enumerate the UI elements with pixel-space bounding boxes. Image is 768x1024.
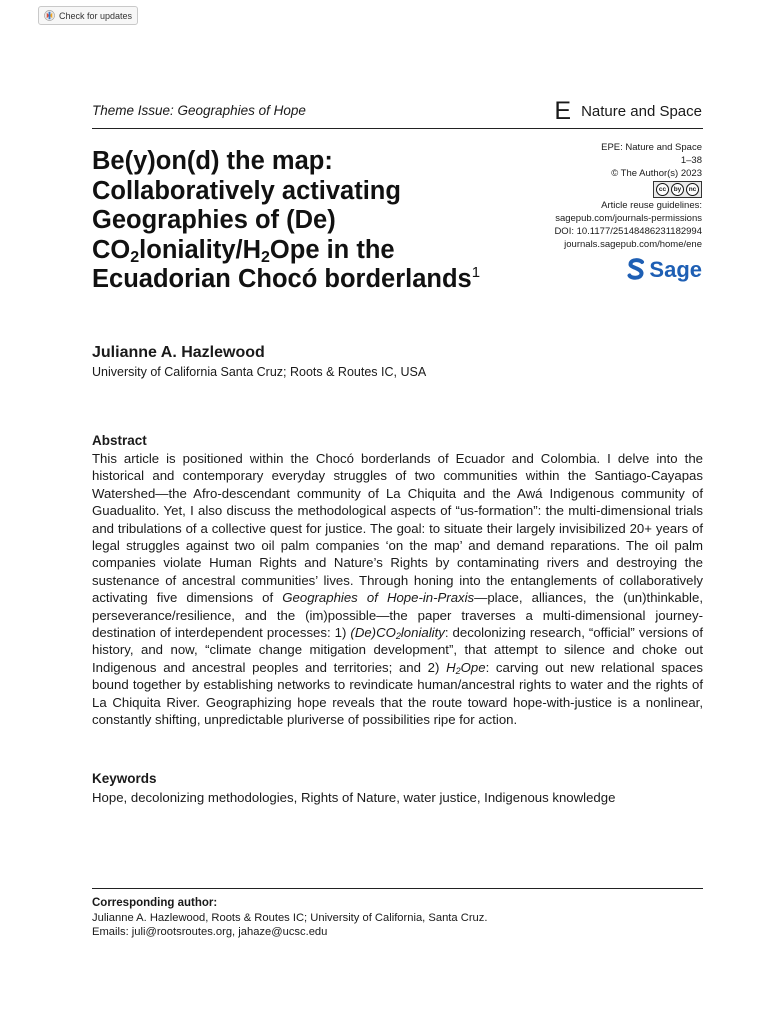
meta-reuse-link[interactable]: sagepub.com/journals-permissions xyxy=(555,213,702,224)
title-line: Be(y)on(d) the map: xyxy=(92,147,333,175)
nc-icon: nc xyxy=(686,183,699,196)
meta-copyright: © The Author(s) 2023 xyxy=(611,168,702,179)
article-title xyxy=(92,147,532,295)
author-affiliation: University of California Santa Cruz; Roots & Routes IC, USA xyxy=(92,365,427,379)
keywords-list: Hope, decolonizing methodologies, Rights of Nature, water justice, Indigenous knowledge xyxy=(92,790,616,805)
corresponding-author-heading: Corresponding author: xyxy=(92,897,218,909)
title-line: Collaboratively activating xyxy=(92,176,401,205)
meta-journal: EPE: Nature and Space xyxy=(601,142,702,153)
cc-icon: cc xyxy=(656,183,669,196)
meta-pages: 1–38 xyxy=(680,155,702,166)
meta-reuse: Article reuse guidelines: xyxy=(601,200,702,211)
footer-divider xyxy=(92,888,703,889)
sage-s-icon xyxy=(627,257,645,281)
abstract-heading: Abstract xyxy=(92,433,147,448)
publisher-name: Sage xyxy=(649,256,702,282)
publisher-logo[interactable] xyxy=(627,257,702,281)
article-meta xyxy=(472,141,702,285)
title-footnote-marker[interactable]: 1 xyxy=(471,264,481,281)
title-line: $CO_2loniality/H_2Ope$ in the xyxy=(92,235,395,266)
title-line: Ecuadorian Chocó borderlands$^1$ xyxy=(92,264,481,293)
header-divider xyxy=(92,128,703,129)
keywords-heading: Keywords xyxy=(92,771,157,786)
journal-letter: E xyxy=(554,97,572,125)
check-for-updates-label: Check for updates xyxy=(59,10,133,21)
journal-name: Nature and Space xyxy=(581,103,702,120)
abstract-text: This article is positioned within the Chocó borderlands of Ecuador and Colombia. I delve into the historical and contemporary everyday struggles of two communities within the Santiago-Cayapas Watershed—the Afro-descendant community of La Chiquita and the Awá Indigenous community of Guadualito. Yet, I also discuss the methodological aspects of “us-formation”: the multi-dimensional trials and tribulations of a collective quest for justice. The goal: to situate their largely invisibilized 20+ years of legal struggles against two oil palm companies ‘on the map’ and demand reparations. The oil palm companies violate Human Rights and Nature’s Rights by contaminating rivers and destroying the sustenance of ancestral communities’ lives. Through honing into the entanglements of collaboratively activating five dimensions of Geographies of Hope-in-Praxis—place, alliances, the (un)thinkable, perseverance/resilience, and the (im)possible—the paper traverses a multi-dimensional journey-destination of interdependent processes: 1) $(De)CO_2loniality$: decolonizing research, “official” versions of history, and now, “climate change mitigation development”, that attempt to silence and choke out Indigenous and ancestral peoples and territories; and 2) $H_2Ope$: carving out new relational spaces bound together by establishing networks to revindicate human/ancestral rights to water and the rights of La Chiquita River. Geographizing hope reveals that the route toward hope-with-justice is a nonlinear, constantly shifting, unpredictable pluriverse of possibilities ripe for action. xyxy=(92,451,703,728)
author-name: Julianne A. Hazlewood xyxy=(92,344,265,361)
journal-brand xyxy=(554,99,702,124)
check-for-updates-button[interactable] xyxy=(38,6,138,25)
by-icon: by xyxy=(671,183,684,196)
cc-license-icon[interactable] xyxy=(653,181,702,198)
theme-issue-label: Theme Issue: Geographies of Hope xyxy=(92,103,306,118)
corresponding-author-emails[interactable]: Emails: juli@rootsroutes.org, jahaze@ucsc.edu xyxy=(92,926,328,938)
corresponding-author-line: Julianne A. Hazlewood, Roots & Routes IC; University of California, Santa Cruz. xyxy=(92,912,488,924)
meta-home-link[interactable]: journals.sagepub.com/home/ene xyxy=(564,239,702,250)
title-line: Geographies of (De) xyxy=(92,206,336,234)
crossmark-icon xyxy=(44,10,55,21)
meta-doi[interactable]: DOI: 10.1177/25148486231182994 xyxy=(554,226,702,237)
